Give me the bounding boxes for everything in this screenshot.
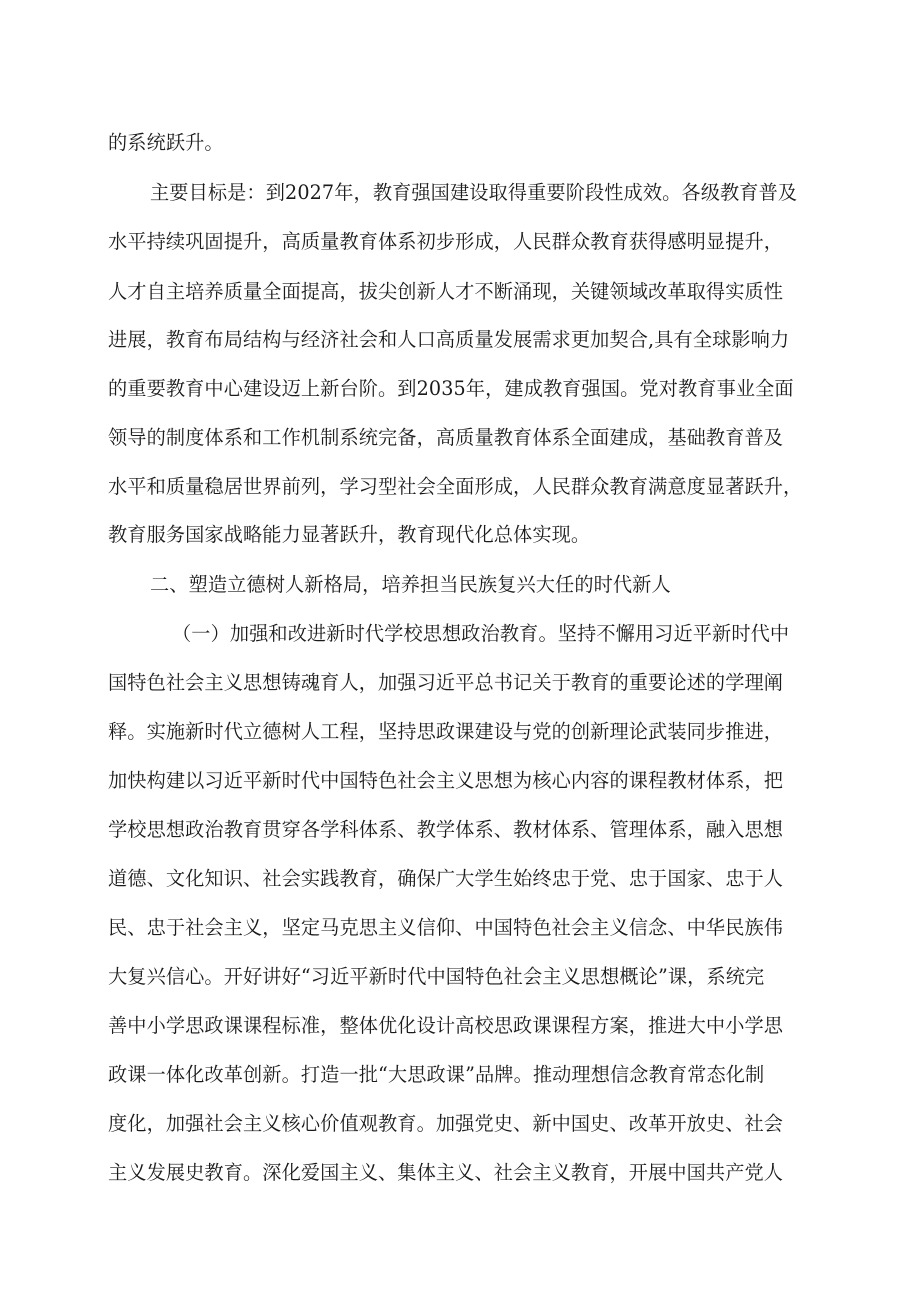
paragraph-line: 主义发展史教育。深化爱国主义、集体主义、社会主义教育，开展中国共产党人 bbox=[108, 1161, 784, 1184]
subsection-heading-line: （一）加强和改进新时代学校思想政治教育。坚持不懈用习近平新时代中 bbox=[172, 622, 790, 645]
paragraph-line: 善中小学思政课课程标准，整体优化设计高校思政课课程方案，推进大中小学思 bbox=[108, 1014, 784, 1037]
paragraph-line: 道德、文化知识、社会实践教育，确保广大学生始终忠于党、忠于国家、忠于人 bbox=[108, 867, 784, 890]
paragraph-line: 领导的制度体系和工作机制系统完备，高质量教育体系全面建成，基础教育普及 bbox=[108, 426, 784, 449]
paragraph-line: 教育服务国家战略能力显著跃升，教育现代化总体实现。 bbox=[108, 523, 591, 546]
paragraph-line: 的重要教育中心建设迈上新台阶。到2035年，建成教育强国。党对教育事业全面 bbox=[108, 377, 794, 400]
paragraph-line: 学校思想政治教育贯穿各学科体系、教学体系、教材体系、管理体系，融入思想 bbox=[108, 818, 784, 841]
paragraph-line: 民、忠于社会主义，坚定马克思主义信仰、中国特色社会主义信念、中华民族伟 bbox=[108, 916, 784, 939]
paragraph-line: 政课一体化改革创新。打造一批“大思政课”品牌。推动理想信念教育常态化制 bbox=[108, 1063, 765, 1086]
paragraph-line: 度化，加强社会主义核心价值观教育。加强党史、新中国史、改革开放史、社会 bbox=[108, 1112, 784, 1135]
paragraph-line: 释。实施新时代立德树人工程，坚持思政课建设与党的创新理论武装同步推进， bbox=[108, 720, 784, 743]
paragraph-line: 主要目标是：到2027年，教育强国建设取得重要阶段性成效。各级教育普及 bbox=[150, 181, 798, 204]
paragraph-line: 水平和质量稳居世界前列，学习型社会全面形成，人民群众教育满意度显著跃升， bbox=[108, 475, 803, 498]
paragraph-line: 国特色社会主义思想铸魂育人，加强习近平总书记关于教育的重要论述的学理阐 bbox=[108, 671, 784, 694]
paragraph-line: 人才自主培养质量全面提高，拔尖创新人才不断涌现，关键领域改革取得实质性 bbox=[108, 280, 784, 303]
paragraph-line: 加快构建以习近平新时代中国特色社会主义思想为核心内容的课程教材体系，把 bbox=[108, 769, 784, 792]
paragraph-line: 大复兴信心。开好讲好“习近平新时代中国特色社会主义思想概论”课，系统完 bbox=[108, 965, 765, 988]
section-heading: 二、塑造立德树人新格局，培养担当民族复兴大任的时代新人 bbox=[150, 573, 671, 596]
paragraph-line: 进展，教育布局结构与经济社会和人口高质量发展需求更加契合,具有全球影响力 bbox=[108, 328, 790, 351]
paragraph-line: 水平持续巩固提升，高质量教育体系初步形成，人民群众教育获得感明显提升， bbox=[108, 230, 784, 253]
paragraph-line: 的系统跃升。 bbox=[108, 131, 224, 154]
